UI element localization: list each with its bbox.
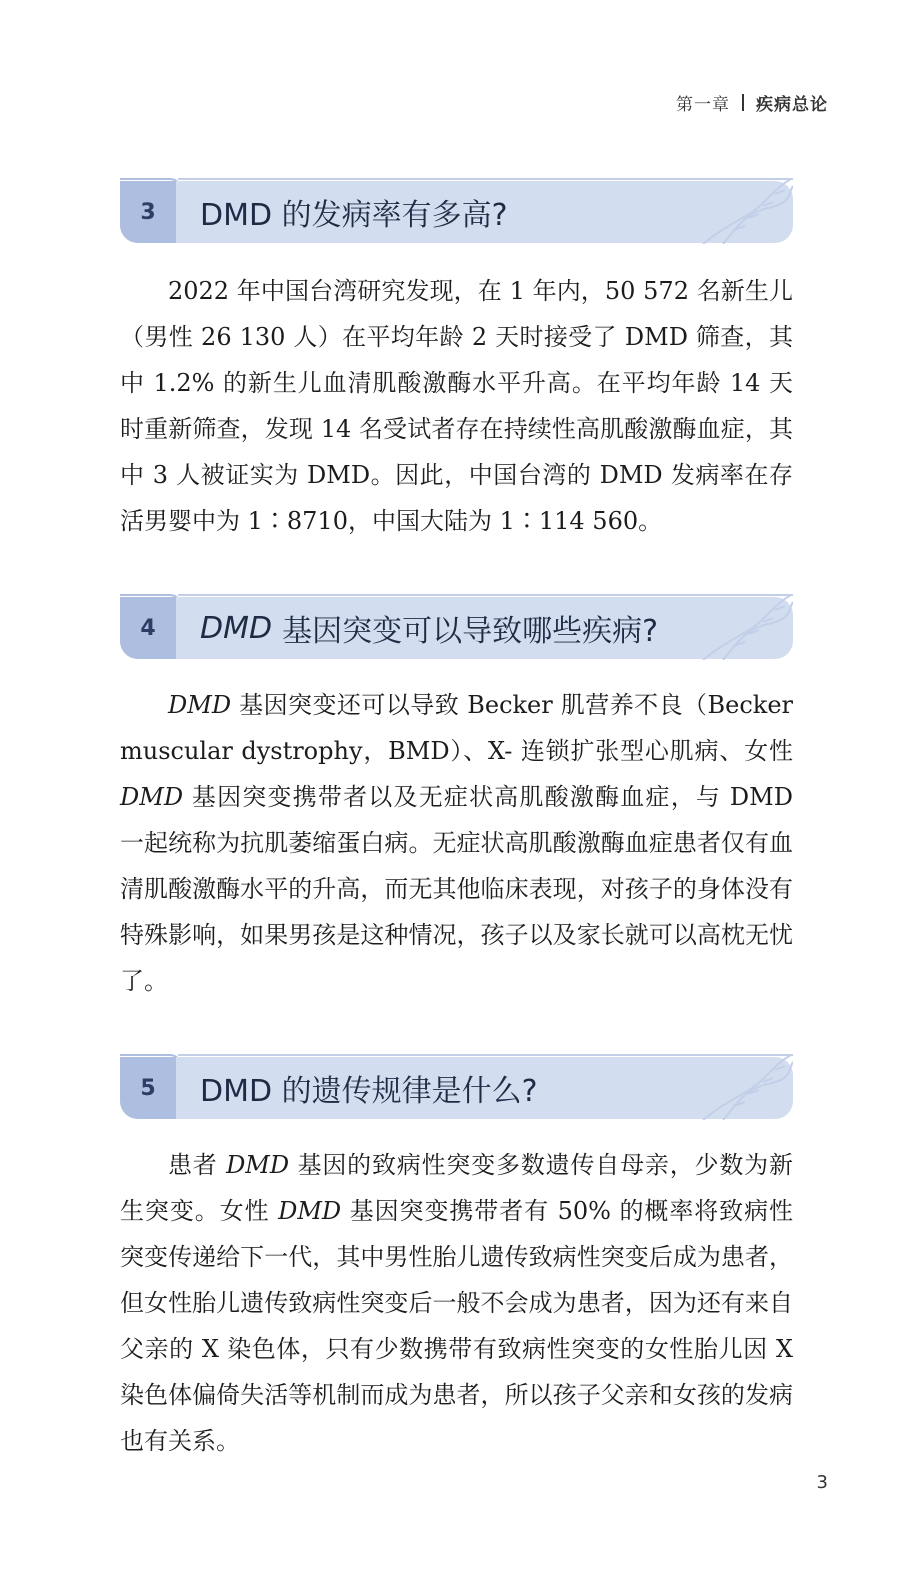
question-title-gene: DMD — [200, 610, 273, 646]
question-number: 3 — [120, 181, 176, 243]
question-header-4 — [120, 594, 793, 660]
question-header-3 — [120, 178, 793, 244]
question-title — [200, 1057, 538, 1119]
question-title — [200, 597, 658, 659]
running-head-divider — [742, 94, 744, 111]
question-title-text: DMD 的发病率有多高? — [200, 198, 508, 233]
paragraph-text: 基因突变还可以导致 Becker 肌营养不良（Becker muscular dystrophy，BMD）、X- 连锁扩张型心肌病、女性 — [120, 691, 793, 765]
gene-name: DMD — [168, 691, 232, 719]
gene-name: DMD — [278, 1197, 342, 1225]
dna-helix-icon — [693, 178, 793, 244]
answer-paragraph-4 — [120, 682, 793, 1004]
question-title-text: 基因突变可以导致哪些疾病? — [282, 614, 659, 649]
answer-paragraph-3: 2022 年中国台湾研究发现，在 1 年内，50 572 名新生儿（男性 26 130 人）在平均年龄 2 天时接受了 DMD 筛查，其中 1.2% 的新生儿血清肌酸激酶水平升高。在平均年龄 14 天时重新筛查，发现 14 名受试者存在持续性高肌酸激酶血症，其中 3 人被证实为 DMD。因此，中国台湾的 DMD 发病率在存活男婴中为 1∶8710，中国大陆为 1∶114 560。 — [120, 277, 793, 535]
dna-helix-icon — [693, 1054, 793, 1120]
page-number: 3 — [816, 1472, 828, 1493]
paragraph-text: 基因突变携带者有 50% 的概率将致病性突变传递给下一代，其中男性胎儿遗传致病性突变后成为患者，但女性胎儿遗传致病性突变后一般不会成为患者，因为还有来自父亲的 X 染色体，只有少数携带有致病性突变的女性胎儿因 X 染色体偏倚失活等机制而成为患者，所以孩子父亲和女孩的发病也有关系。 — [120, 1197, 793, 1455]
question-title — [200, 181, 508, 243]
paragraph-text: 基因突变携带者以及无症状高肌酸激酶血症，与 DMD 一起统称为抗肌萎缩蛋白病。无症状高肌酸激酶血症患者仅有血清肌酸激酶水平的升高，而无其他临床表现，对孩子的身体没有特殊影响，如果男孩是这种情况，孩子以及家长就可以高枕无忧了。 — [120, 783, 793, 995]
question-number: 5 — [120, 1057, 176, 1119]
question-title-text: DMD 的遗传规律是什么? — [200, 1074, 538, 1109]
running-head — [676, 90, 828, 115]
gene-name: DMD — [226, 1151, 290, 1179]
section-label: 疾病总论 — [756, 95, 828, 115]
dna-helix-icon — [693, 594, 793, 660]
question-header-5 — [120, 1054, 793, 1120]
question-number: 4 — [120, 597, 176, 659]
paragraph-text: 基因的致病性突变多数遗传自母亲，少数为新生突变。女性 — [120, 1151, 793, 1225]
chapter-label: 第一章 — [676, 95, 730, 115]
answer-paragraph-5 — [120, 1142, 793, 1464]
paragraph-text: 患者 — [168, 1151, 227, 1179]
gene-name: DMD — [120, 783, 184, 811]
